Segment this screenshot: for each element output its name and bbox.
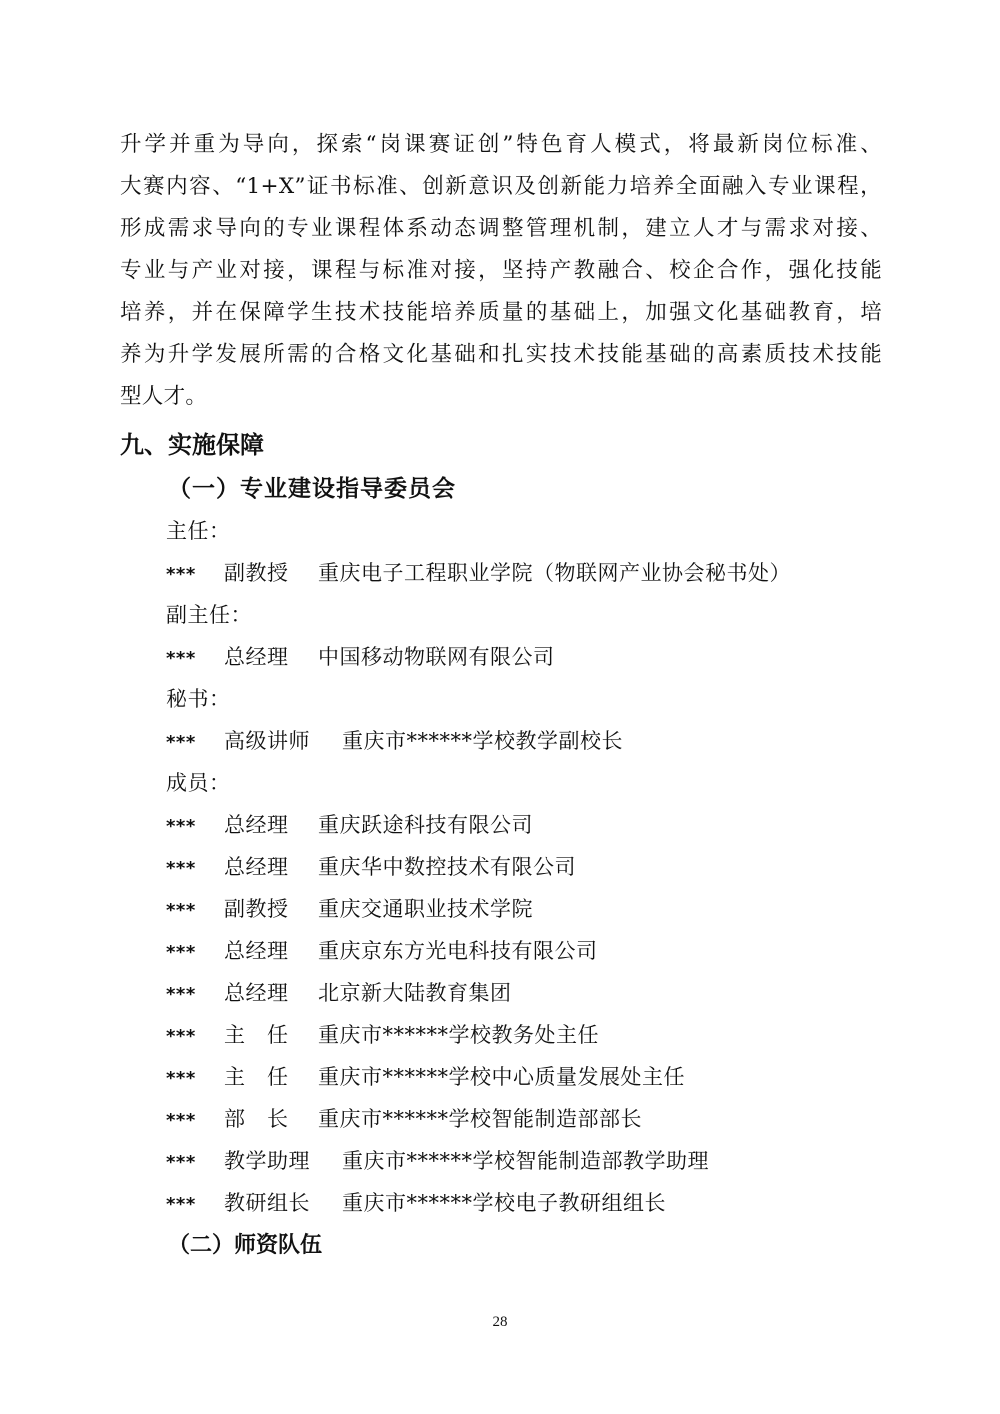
section-heading: 九、实施保障 xyxy=(120,430,264,459)
director-row xyxy=(166,552,886,594)
member-name: *** xyxy=(166,732,196,753)
member-org: 重庆跃途科技有限公司 xyxy=(318,813,533,837)
member-org: 重庆市******学校教务处主任 xyxy=(318,1023,599,1047)
member-org: 重庆电子工程职业学院（物联网产业协会秘书处） xyxy=(318,561,791,585)
member-row xyxy=(166,846,886,888)
member-org: 重庆市******学校智能制造部教学助理 xyxy=(342,1149,709,1173)
paragraph-line: 专业与产业对接，课程与标准对接，坚持产教融合、校企合作，强化技能 xyxy=(120,258,882,283)
paragraph-line: 形成需求导向的专业课程体系动态调整管理机制，建立人才与需求对接、 xyxy=(120,216,882,241)
paragraph-line: 升学并重为导向，探索“岗课赛证创”特色育人模式，将最新岗位标准、 xyxy=(120,132,882,157)
member-name: *** xyxy=(166,1068,196,1089)
member-title: 副教授 xyxy=(224,897,289,921)
page-number: 28 xyxy=(492,1314,508,1330)
member-org: 北京新大陆教育集团 xyxy=(318,981,512,1005)
member-row xyxy=(166,1140,886,1182)
member-name: *** xyxy=(166,942,196,963)
member-title: 总经理 xyxy=(224,645,289,669)
paragraph-line: 培养，并在保障学生技术技能培养质量的基础上，加强文化基础教育，培 xyxy=(120,300,882,325)
member-row xyxy=(166,1098,886,1140)
deputy-row xyxy=(166,636,886,678)
members-label: 成员： xyxy=(166,771,231,795)
member-name: *** xyxy=(166,648,196,669)
secretary-row xyxy=(166,720,886,762)
member-org: 重庆市******学校电子教研组组长 xyxy=(342,1191,666,1215)
member-title: 总经理 xyxy=(224,855,289,879)
member-row xyxy=(166,972,886,1014)
member-title: 高级讲师 xyxy=(224,729,310,753)
member-name: *** xyxy=(166,1194,196,1215)
member-org: 重庆市******学校智能制造部部长 xyxy=(318,1107,642,1131)
member-title: 教学助理 xyxy=(224,1149,310,1173)
member-name: *** xyxy=(166,816,196,837)
member-org: 重庆华中数控技术有限公司 xyxy=(318,855,576,879)
member-name: *** xyxy=(166,564,196,585)
member-title: 主 任 xyxy=(224,1065,289,1089)
paragraph-line: 大赛内容、“1+X”证书标准、创新意识及创新能力培养全面融入专业课程， xyxy=(120,174,882,199)
subsection-heading-faculty: （二）师资队伍 xyxy=(168,1232,323,1258)
member-row xyxy=(166,804,886,846)
paragraph-line: 养为升学发展所需的合格文化基础和扎实技术技能基础的高素质技术技能 xyxy=(120,342,882,367)
member-org: 重庆市******学校中心质量发展处主任 xyxy=(318,1065,685,1089)
member-row xyxy=(166,930,886,972)
member-title: 教研组长 xyxy=(224,1191,310,1215)
director-label: 主任： xyxy=(166,519,231,543)
body-paragraph xyxy=(120,124,882,418)
member-name: *** xyxy=(166,1026,196,1047)
member-row xyxy=(166,1056,886,1098)
member-name: *** xyxy=(166,900,196,921)
member-org: 重庆市******学校教学副校长 xyxy=(342,729,623,753)
member-name: *** xyxy=(166,984,196,1005)
member-title: 主 任 xyxy=(224,1023,289,1047)
member-row xyxy=(166,1182,886,1224)
member-name: *** xyxy=(166,858,196,879)
secretary-label: 秘书： xyxy=(166,687,231,711)
member-title: 总经理 xyxy=(224,981,289,1005)
member-org: 重庆交通职业技术学院 xyxy=(318,897,533,921)
member-org: 重庆京东方光电科技有限公司 xyxy=(318,939,598,963)
member-org: 中国移动物联网有限公司 xyxy=(318,645,555,669)
member-title: 部 长 xyxy=(224,1107,289,1131)
member-row xyxy=(166,1014,886,1056)
member-name: *** xyxy=(166,1152,196,1173)
subsection-heading-committee: （一）专业建设指导委员会 xyxy=(168,475,456,502)
paragraph-line: 型人才。 xyxy=(120,384,208,409)
member-name: *** xyxy=(166,1110,196,1131)
committee-list xyxy=(166,510,886,1224)
member-title: 总经理 xyxy=(224,939,289,963)
deputy-label: 副主任： xyxy=(166,603,252,627)
member-title: 副教授 xyxy=(224,561,289,585)
member-title: 总经理 xyxy=(224,813,289,837)
member-row xyxy=(166,888,886,930)
